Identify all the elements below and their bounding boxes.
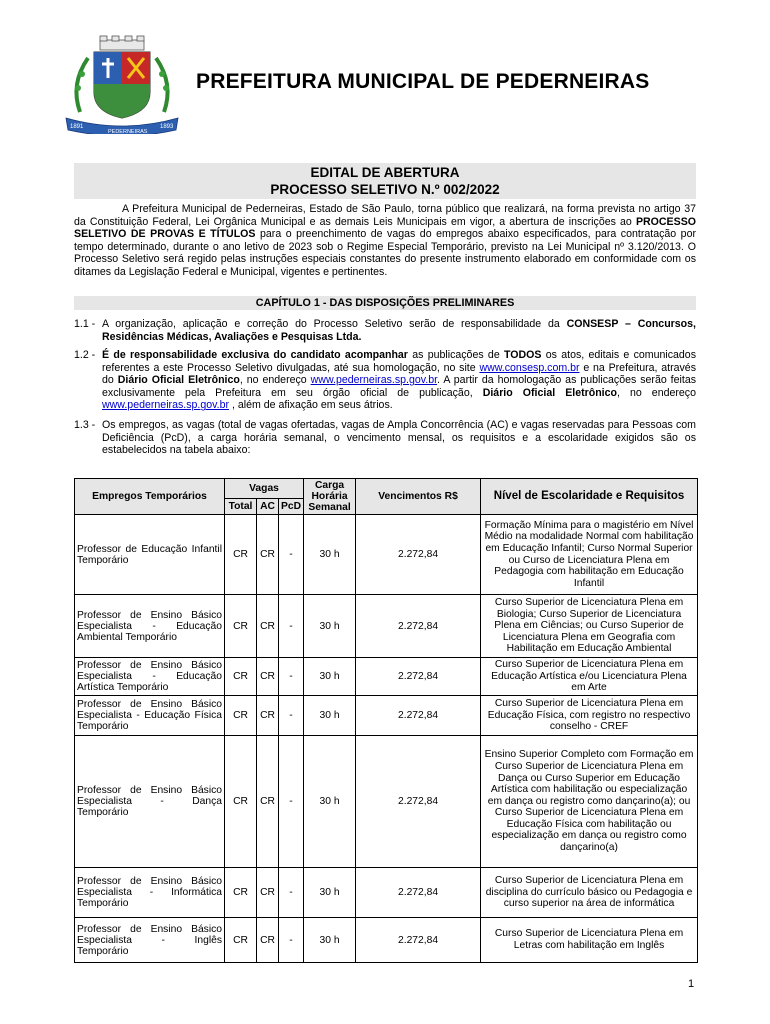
clause-number: 1.1 -	[74, 318, 96, 330]
vencimento-cell: 2.272,84	[356, 515, 481, 595]
requirements-cell: Curso Superior de Licenciatura Plena em Educação Física, com registro no respectivo conselho - CREF	[481, 696, 698, 736]
total-cell: CR	[225, 868, 257, 918]
pcd-cell: -	[279, 696, 304, 736]
header-total: Total	[225, 499, 257, 515]
clause-text: os atos, editais e comunicados referentes a este Processo Seletivo divulgadas, até sua homologação, no site	[102, 349, 696, 374]
header-pcd: PcD	[279, 499, 304, 515]
pederneiras-link-2[interactable]: www.pederneiras.sp.gov.br	[102, 399, 229, 412]
job-title-cell: Professor de Ensino Básico Especialista - Inglês Temporário	[75, 918, 225, 963]
vencimento-cell: 2.272,84	[356, 595, 481, 658]
table-row	[75, 696, 698, 736]
pcd-cell: -	[279, 868, 304, 918]
header-vencimentos: Vencimentos R$	[356, 479, 481, 515]
table-row	[75, 515, 698, 595]
table-row	[75, 658, 698, 696]
clause-text: A organização, aplicação e correção do Processo Seletivo serão de responsabilidade da	[102, 318, 567, 330]
intro-paragraph	[74, 203, 696, 279]
total-cell: CR	[225, 595, 257, 658]
header-ac: AC	[257, 499, 279, 515]
job-title-cell: Professor de Ensino Básico Especialista - Educação Ambiental Temporário	[75, 595, 225, 658]
carga-cell: 30 h	[304, 515, 356, 595]
job-title-cell: Professor de Ensino Básico Especialista - Educação Física Temporário	[75, 696, 225, 736]
clause-1-1	[74, 318, 696, 343]
pcd-cell: -	[279, 595, 304, 658]
clause-text: , no endereço	[617, 386, 696, 399]
pederneiras-link[interactable]: www.pederneiras.sp.gov.br	[310, 374, 438, 387]
clause-text: , no endereço	[239, 374, 311, 387]
clause-1-2	[74, 349, 696, 412]
clause-text: , além de afixação em seus átrios.	[229, 399, 393, 412]
header-nivel: Nível de Escolaridade e Requisitos	[481, 479, 698, 515]
page-title: PREFEITURA MUNICIPAL DE PEDERNEIRAS	[196, 70, 650, 93]
job-title-cell: Professor de Ensino Básico Especialista - Informática Temporário	[75, 868, 225, 918]
edital-heading-line2: PROCESSO SELETIVO N.º 002/2022	[270, 182, 500, 197]
ac-cell: CR	[257, 515, 279, 595]
ac-cell: CR	[257, 595, 279, 658]
clause-text: as publicações de	[407, 349, 504, 361]
requirements-cell: Ensino Superior Completo com Formação em Curso Superior de Licenciatura Plena em Dança ou Curso Superior em Educação Artística com habilitação ou especialização em dança ou registro como dançarino(a); ou Curso Superior de Licenciatura Plena em Educação Física com habilitação ou especialização em dança ou registro como dançarino(a)	[481, 736, 698, 868]
table-row	[75, 918, 698, 963]
crest-year-left: 1891	[70, 124, 84, 130]
carga-cell: 30 h	[304, 868, 356, 918]
vencimento-cell: 2.272,84	[356, 736, 481, 868]
table-row	[75, 595, 698, 658]
clause-text-bold: Diário Oficial Eletrônico	[117, 374, 240, 387]
chapter-heading: CAPÍTULO 1 - DAS DISPOSIÇÕES PRELIMINARES	[74, 296, 696, 310]
crest-ribbon-text: PEDERNEIRAS	[108, 129, 148, 134]
jobs-table	[74, 478, 698, 963]
pcd-cell: -	[279, 515, 304, 595]
crown-icon	[100, 36, 144, 50]
clause-text: e na Prefeitura, através do	[102, 361, 696, 387]
edital-heading-line1: EDITAL DE ABERTURA	[310, 165, 460, 180]
intro-text-bold: PROCESSO SELETIVO DE PROVAS E TÍTULOS	[74, 215, 696, 241]
vencimento-cell: 2.272,84	[356, 918, 481, 963]
table-row	[75, 736, 698, 868]
vencimento-cell: 2.272,84	[356, 868, 481, 918]
crest-year-right: 1893	[160, 124, 174, 130]
pcd-cell: -	[279, 736, 304, 868]
ac-cell: CR	[257, 868, 279, 918]
edital-heading	[74, 163, 696, 199]
vencimento-cell: 2.272,84	[356, 658, 481, 696]
vencimento-cell: 2.272,84	[356, 696, 481, 736]
table-row	[75, 868, 698, 918]
pcd-cell: -	[279, 918, 304, 963]
clause-text-bold: É de responsabilidade exclusiva do candidato acompanhar	[102, 349, 408, 361]
clause-text-bold: CONSESP – Concursos, Residências Médicas, Avaliações e Pesquisas Ltda.	[102, 318, 696, 343]
consesp-link[interactable]: www.consesp.com.br	[479, 361, 580, 374]
carga-cell: 30 h	[304, 595, 356, 658]
job-title-cell: Professor de Ensino Básico Especialista - Dança Temporário	[75, 736, 225, 868]
ac-cell: CR	[257, 736, 279, 868]
ac-cell: CR	[257, 696, 279, 736]
total-cell: CR	[225, 696, 257, 736]
header-empregos: Empregos Temporários	[75, 479, 225, 515]
clause-number: 1.3 -	[74, 419, 96, 431]
job-title-cell: Professor de Educação Infantil Temporário	[75, 515, 225, 595]
clause-text: . A partir da homologação as publicações serão feitas exclusivamente pela Prefeitura em seu órgão oficial de publicação,	[102, 374, 697, 399]
carga-cell: 30 h	[304, 736, 356, 868]
requirements-cell: Curso Superior de Licenciatura Plena em Biologia; Curso Superior de Licenciatura Plena em Ciências; ou Curso Superior de Licenciatura Plena em Geografia com Habilitação em Educação Ambiental	[481, 595, 698, 658]
header-carga: Carga Horária Semanal	[304, 479, 356, 515]
clause-number: 1.2 -	[74, 349, 96, 361]
carga-cell: 30 h	[304, 658, 356, 696]
carga-cell: 30 h	[304, 918, 356, 963]
header-vagas: Vagas	[225, 479, 304, 499]
total-cell: CR	[225, 515, 257, 595]
clause-text-bold: TODOS	[504, 349, 542, 361]
requirements-cell: Curso Superior de Licenciatura Plena em Educação Artística e/ou Licenciatura Plena em Arte	[481, 658, 698, 696]
carga-cell: 30 h	[304, 696, 356, 736]
total-cell: CR	[225, 736, 257, 868]
clause-text: Os empregos, as vagas (total de vagas ofertadas, vagas de Ampla Concorrência (AC) e vagas reservadas para Pessoas com Deficiência (PcD), a carga horária semanal, o vencimento mensal, os requisitos e a escolaridade exigidos são os estabelecidos na tabela abaixo:	[102, 419, 696, 457]
intro-text-a: A Prefeitura Municipal de Pederneiras, Estado de São Paulo, torna público que realizará, na forma prevista no artigo 37 da Constituição Federal, Lei Orgânica Municipal e as demais Leis Municipais em vigor, a abertura de inscrições ao	[74, 203, 696, 228]
requirements-cell: Curso Superior de Licenciatura Plena em disciplina do currículo básico ou Pedagogia e curso superior na área de informática	[481, 868, 698, 918]
ac-cell: CR	[257, 918, 279, 963]
total-cell: CR	[225, 658, 257, 696]
clause-text-bold: Diário Oficial Eletrônico	[482, 386, 617, 399]
municipal-crest-logo	[62, 34, 182, 134]
total-cell: CR	[225, 918, 257, 963]
requirements-cell: Curso Superior de Licenciatura Plena em Letras com habilitação em Inglês	[481, 918, 698, 963]
clause-1-3	[74, 419, 696, 457]
requirements-cell: Formação Mínima para o magistério em Nível Médio na modalidade Normal com habilitação em Educação Infantil; Curso Normal Superior ou Curso de Licenciatura Plena em Pedagogia com habilitação em Educação Infantil	[481, 515, 698, 595]
page-number: 1	[688, 978, 695, 990]
ac-cell: CR	[257, 658, 279, 696]
pcd-cell: -	[279, 658, 304, 696]
intro-text-b: para o preenchimento de vagas do empregos abaixo especificados, para contratação por tempo determinado, durante o ano letivo de 2023 sob o Regime Especial Temporário, previsto na Lei Municipal nº 3.120/2013. O Processo Seletivo será regido pelas instruções especiais constantes do presente instrumento elaborado em conformidade com os ditames da Legislação Federal e Municipal, vigentes e pertinentes.	[74, 228, 696, 278]
job-title-cell: Professor de Ensino Básico Especialista - Educação Artística Temporário	[75, 658, 225, 696]
